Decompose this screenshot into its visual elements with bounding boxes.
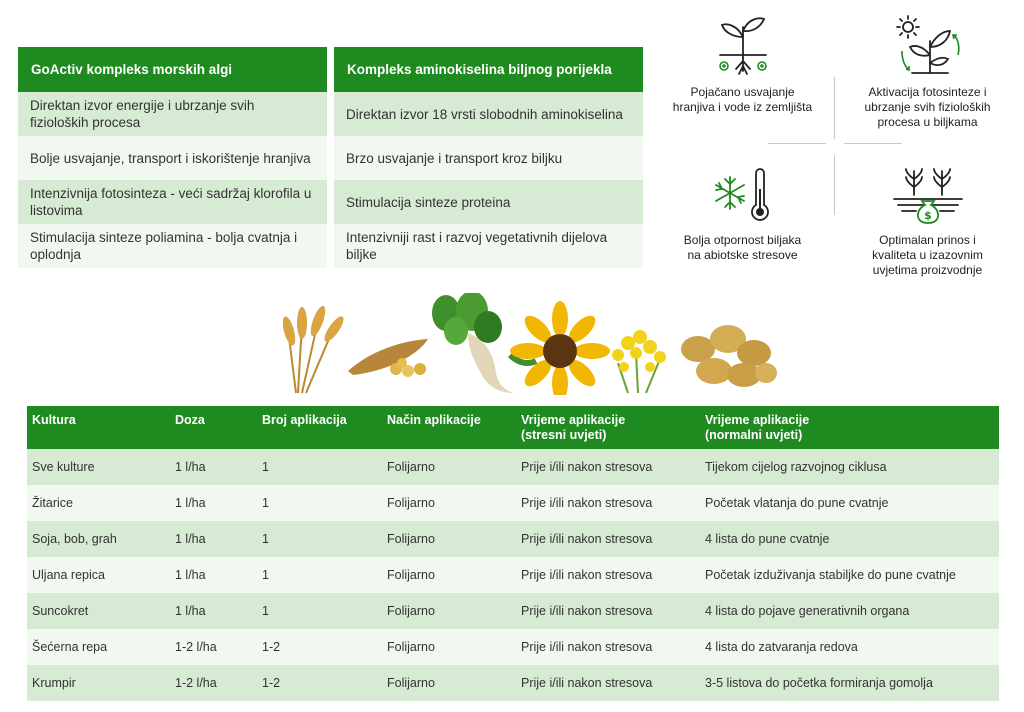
cell-culture: Žitarice [27,485,170,521]
cell-culture: Soja, bob, grah [27,521,170,557]
column-header-dose: Doza [170,406,257,449]
benefit-text: Aktivacija fotosinteze i [868,85,987,99]
cell-dose: 1-2 l/ha [170,629,257,665]
benefit-text: na abiotske stresove [687,248,798,262]
benefit-text: kvaliteta u izazovnim [872,248,983,262]
algae-panel-header: GoActiv kompleks morskih algi [18,47,327,92]
sun-plant-icon [888,11,968,79]
algae-complex-panel [18,47,327,268]
table-row [27,593,999,629]
cell-applications: 1-2 [257,629,382,665]
cell-normal-timing: 4 lista do zatvaranja redova [700,629,999,665]
amino-benefit-row: Intenzivniji rast i razvoj vegetativnih dijelova biljke [334,224,643,268]
cell-applications: 1 [257,593,382,629]
table-row [27,449,999,485]
table-row [27,557,999,593]
cell-stress-timing: Prije i/ili nakon stresova [516,449,700,485]
column-header-method: Način aplikacije [382,406,516,449]
benefit-text: Bolja otpornost biljaka [683,233,802,247]
cell-applications: 1 [257,557,382,593]
cell-stress-timing: Prije i/ili nakon stresova [516,665,700,701]
benefit-text: procesa u biljkama [877,115,978,129]
cell-applications: 1 [257,485,382,521]
cell-culture: Krumpir [27,665,170,701]
cell-applications: 1 [257,521,382,557]
cell-normal-timing: 3-5 listova do početka formiranja gomolja [700,665,999,701]
benefit-photosynthesis [835,11,1020,130]
cell-method: Folijarno [382,665,516,701]
cell-applications: 1-2 [257,665,382,701]
cell-method: Folijarno [382,485,516,521]
crop-produce-illustration [278,293,778,395]
svg-text:$: $ [923,209,932,222]
grid-divider [768,143,826,144]
table-row [27,665,999,701]
cell-stress-timing: Prije i/ili nakon stresova [516,521,700,557]
cell-method: Folijarno [382,521,516,557]
table-header-row [27,406,999,449]
cell-normal-timing: Početak vlatanja do pune cvatnje [700,485,999,521]
benefit-text: ubrzanje svih fizioloških [864,100,991,114]
benefit-optimal-yield [835,165,1020,278]
benefit-nutrient-uptake [650,11,835,115]
amino-benefit-row: Stimulacija sinteze proteina [334,180,643,224]
cell-normal-timing: Početak izduživanja stabiljke do pune cvatnje [700,557,999,593]
amino-benefit-row: Direktan izvor 18 vrsti slobodnih aminokiselina [334,92,643,136]
algae-benefit-row: Bolje usvajanje, transport i iskorištenje hranjiva [18,136,327,180]
wheat-icon [280,304,346,393]
cell-method: Folijarno [382,449,516,485]
column-header-normal-timing [700,406,999,449]
seedling-roots-icon [712,11,774,79]
cell-normal-timing: 4 lista do pojave generativnih organa [700,593,999,629]
benefit-text: uvjetima proizvodnje [872,263,983,277]
application-table [27,406,999,701]
cell-dose: 1 l/ha [170,521,257,557]
cell-normal-timing: 4 lista do pune cvatnje [700,521,999,557]
amino-benefit-row: Brzo usvajanje i transport kroz biljku [334,136,643,180]
header-line: (normalni uvjeti) [705,428,803,442]
cell-dose: 1 l/ha [170,449,257,485]
benefit-text: Optimalan prinos i [879,233,976,247]
cell-stress-timing: Prije i/ili nakon stresova [516,557,700,593]
cell-dose: 1-2 l/ha [170,665,257,701]
benefit-stress-resistance [650,165,835,263]
header-line: Vrijeme aplikacije [521,413,626,427]
cell-stress-timing: Prije i/ili nakon stresova [516,593,700,629]
cell-method: Folijarno [382,629,516,665]
cell-culture: Sve kulture [27,449,170,485]
column-header-applications: Broj aplikacija [257,406,382,449]
cell-culture: Suncokret [27,593,170,629]
table-row [27,521,999,557]
cell-stress-timing: Prije i/ili nakon stresova [516,629,700,665]
algae-benefit-row: Intenzivnija fotosinteza - veći sadržaj klorofila u listovima [18,180,327,224]
amino-panel-header: Kompleks aminokiselina biljnog porijekla [334,47,643,92]
column-header-culture: Kultura [27,406,170,449]
cell-culture: Uljana repica [27,557,170,593]
potato-icon [681,325,777,387]
cell-method: Folijarno [382,557,516,593]
header-line: (stresni uvjeti) [521,428,607,442]
cell-dose: 1 l/ha [170,593,257,629]
cell-stress-timing: Prije i/ili nakon stresova [516,485,700,521]
soybean-icon [348,339,428,377]
algae-benefit-row: Direktan izvor energije i ubrzanje svih fizioloških procesa [18,92,327,136]
table-row [27,629,999,665]
cell-dose: 1 l/ha [170,485,257,521]
benefit-text: Pojačano usvajanje [690,85,795,99]
amino-acid-panel [334,47,643,268]
algae-benefit-row: Stimulacija sinteze poliamina - bolja cvatnja i oplodnja [18,224,327,268]
table-row [27,485,999,521]
sunflower-icon [510,301,610,395]
cell-applications: 1 [257,449,382,485]
snowflake-thermometer-icon [708,165,778,227]
sugar-beet-icon [432,293,514,393]
header-line: Vrijeme aplikacije [705,413,810,427]
cell-culture: Šećerna repa [27,629,170,665]
cell-method: Folijarno [382,593,516,629]
benefit-text: hranjiva i vode iz zemljišta [672,100,813,114]
grid-divider [844,143,902,144]
benefit-grid [650,5,1020,295]
cell-dose: 1 l/ha [170,557,257,593]
rapeseed-icon [612,330,666,393]
money-bag-crops-icon [888,165,968,227]
cell-normal-timing: Tijekom cijelog razvojnog ciklusa [700,449,999,485]
column-header-stress-timing [516,406,700,449]
